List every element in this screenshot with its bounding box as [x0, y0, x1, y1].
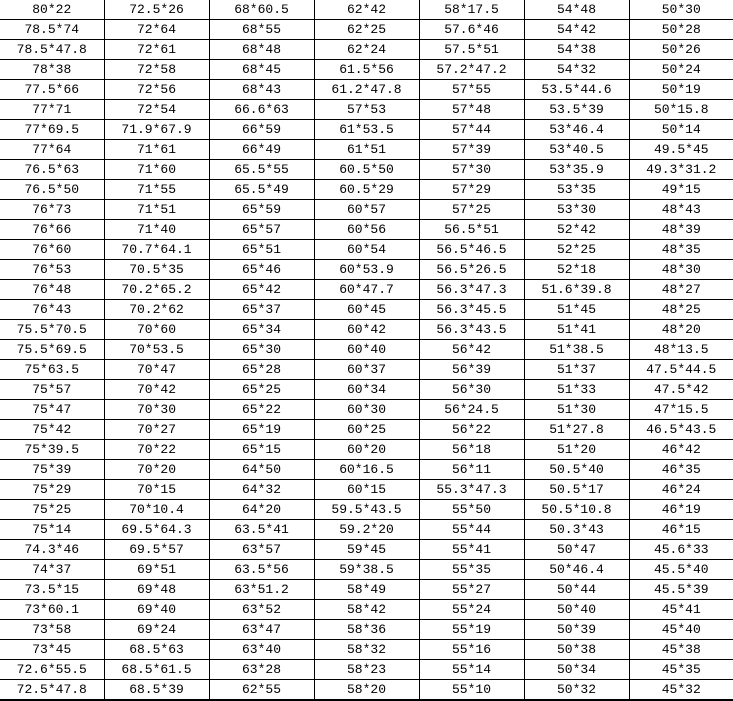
table-cell: 55*35: [419, 560, 524, 580]
table-cell: 74*37: [0, 560, 104, 580]
table-cell: 72*58: [104, 60, 209, 80]
table-cell: 56.3*43.5: [419, 320, 524, 340]
table-cell: 70*27: [104, 420, 209, 440]
table-cell: 76.5*63: [0, 160, 104, 180]
table-cell: 57*48: [419, 100, 524, 120]
table-cell: 65*22: [209, 400, 314, 420]
table-cell: 66.6*63: [209, 100, 314, 120]
table-cell: 61*51: [314, 140, 419, 160]
table-cell: 66*49: [209, 140, 314, 160]
table-cell: 50*44: [524, 580, 629, 600]
table-cell: 46*42: [629, 440, 733, 460]
table-cell: 78*38: [0, 60, 104, 80]
table-cell: 65*19: [209, 420, 314, 440]
table-row: [0, 540, 733, 560]
table-cell: 69*24: [104, 620, 209, 640]
table-row: [0, 440, 733, 460]
table-cell: 60*20: [314, 440, 419, 460]
table-cell: 59.2*20: [314, 520, 419, 540]
table-cell: 75*47: [0, 400, 104, 420]
table-cell: 50*15.8: [629, 100, 733, 120]
table-cell: 60*30: [314, 400, 419, 420]
table-cell: 45.5*39: [629, 580, 733, 600]
table-cell: 70*15: [104, 480, 209, 500]
table-cell: 78.5*47.8: [0, 40, 104, 60]
table-row: [0, 360, 733, 380]
table-cell: 64*20: [209, 500, 314, 520]
table-cell: 57.5*51: [419, 40, 524, 60]
table-cell: 54*32: [524, 60, 629, 80]
table-cell: 51.6*39.8: [524, 280, 629, 300]
table-cell: 59*45: [314, 540, 419, 560]
table-cell: 72*54: [104, 100, 209, 120]
table-cell: 62*25: [314, 20, 419, 40]
table-cell: 60*47.7: [314, 280, 419, 300]
table-cell: 54*38: [524, 40, 629, 60]
table-cell: 63.5*56: [209, 560, 314, 580]
table-cell: 56.5*51: [419, 220, 524, 240]
table-cell: 57*39: [419, 140, 524, 160]
table-cell: 50*40: [524, 600, 629, 620]
table-cell: 52*25: [524, 240, 629, 260]
table-cell: 50*19: [629, 80, 733, 100]
table-cell: 45.6*33: [629, 540, 733, 560]
table-cell: 65*57: [209, 220, 314, 240]
table-cell: 68*43: [209, 80, 314, 100]
table-cell: 71*51: [104, 200, 209, 220]
table-row: [0, 340, 733, 360]
table-row: [0, 380, 733, 400]
table-cell: 65*46: [209, 260, 314, 280]
table-cell: 51*27.8: [524, 420, 629, 440]
table-cell: 53.5*39: [524, 100, 629, 120]
table-row: [0, 220, 733, 240]
table-row: [0, 600, 733, 620]
table-cell: 70*20: [104, 460, 209, 480]
table-cell: 53*30: [524, 200, 629, 220]
table-row: [0, 420, 733, 440]
table-cell: 53*46.4: [524, 120, 629, 140]
table-cell: 60*16.5: [314, 460, 419, 480]
table-cell: 76*48: [0, 280, 104, 300]
table-cell: 57*25: [419, 200, 524, 220]
table-cell: 49.5*45: [629, 140, 733, 160]
table-cell: 51*38.5: [524, 340, 629, 360]
table-cell: 60*53.9: [314, 260, 419, 280]
table-cell: 77*69.5: [0, 120, 104, 140]
table-cell: 56*11: [419, 460, 524, 480]
table-cell: 72.5*26: [104, 0, 209, 20]
table-cell: 72*61: [104, 40, 209, 60]
table-cell: 69*40: [104, 600, 209, 620]
table-cell: 65*37: [209, 300, 314, 320]
table-cell: 76*53: [0, 260, 104, 280]
table-cell: 71*40: [104, 220, 209, 240]
table-cell: 68*45: [209, 60, 314, 80]
table-cell: 70*42: [104, 380, 209, 400]
table-cell: 46*35: [629, 460, 733, 480]
table-cell: 60*15: [314, 480, 419, 500]
table-cell: 68.5*61.5: [104, 660, 209, 680]
table-cell: 50*38: [524, 640, 629, 660]
table-cell: 54*42: [524, 20, 629, 40]
table-cell: 50.5*40: [524, 460, 629, 480]
table-row: [0, 300, 733, 320]
table-cell: 72*56: [104, 80, 209, 100]
table-cell: 45*35: [629, 660, 733, 680]
table-cell: 56.5*26.5: [419, 260, 524, 280]
table-cell: 60*54: [314, 240, 419, 260]
table-cell: 70.2*65.2: [104, 280, 209, 300]
table-cell: 72.6*55.5: [0, 660, 104, 680]
table-cell: 55*19: [419, 620, 524, 640]
table-cell: 53*35: [524, 180, 629, 200]
table-cell: 59.5*43.5: [314, 500, 419, 520]
table-cell: 48*43: [629, 200, 733, 220]
table-cell: 48*13.5: [629, 340, 733, 360]
table-cell: 70*53.5: [104, 340, 209, 360]
table-cell: 47.5*42: [629, 380, 733, 400]
table-cell: 60*34: [314, 380, 419, 400]
table-cell: 48*20: [629, 320, 733, 340]
table-cell: 63*57: [209, 540, 314, 560]
table-cell: 53*35.9: [524, 160, 629, 180]
table-cell: 58*20: [314, 680, 419, 701]
table-cell: 72.5*47.8: [0, 680, 104, 701]
table-cell: 59*38.5: [314, 560, 419, 580]
table-cell: 54*48: [524, 0, 629, 20]
table-cell: 75*25: [0, 500, 104, 520]
table-cell: 73*58: [0, 620, 104, 640]
table-cell: 56*42: [419, 340, 524, 360]
table-row: [0, 120, 733, 140]
table-cell: 48*30: [629, 260, 733, 280]
table-cell: 55*24: [419, 600, 524, 620]
table-cell: 62*42: [314, 0, 419, 20]
table-cell: 70*60: [104, 320, 209, 340]
table-cell: 48*27: [629, 280, 733, 300]
table-cell: 57.2*47.2: [419, 60, 524, 80]
table-cell: 53.5*44.6: [524, 80, 629, 100]
table-cell: 65*42: [209, 280, 314, 300]
table-cell: 60.5*50: [314, 160, 419, 180]
table-cell: 70*47: [104, 360, 209, 380]
table-cell: 64*50: [209, 460, 314, 480]
table-cell: 50*14: [629, 120, 733, 140]
table-cell: 71.9*67.9: [104, 120, 209, 140]
table-cell: 69.5*57: [104, 540, 209, 560]
table-cell: 56*24.5: [419, 400, 524, 420]
table-cell: 61*53.5: [314, 120, 419, 140]
table-cell: 58*23: [314, 660, 419, 680]
table-cell: 68*55: [209, 20, 314, 40]
table-cell: 70*10.4: [104, 500, 209, 520]
table-cell: 76.5*50: [0, 180, 104, 200]
table-cell: 77.5*66: [0, 80, 104, 100]
table-cell: 58*32: [314, 640, 419, 660]
table-cell: 75*63.5: [0, 360, 104, 380]
table-cell: 56*30: [419, 380, 524, 400]
table-cell: 63*40: [209, 640, 314, 660]
table-cell: 75*39.5: [0, 440, 104, 460]
table-cell: 45*38: [629, 640, 733, 660]
table-cell: 50*32: [524, 680, 629, 701]
table-cell: 58*42: [314, 600, 419, 620]
table-cell: 47*15.5: [629, 400, 733, 420]
table-cell: 55*44: [419, 520, 524, 540]
table-cell: 51*41: [524, 320, 629, 340]
table-cell: 45.5*40: [629, 560, 733, 580]
table-cell: 52*42: [524, 220, 629, 240]
table-row: [0, 160, 733, 180]
table-cell: 55*10: [419, 680, 524, 701]
table-cell: 74.3*46: [0, 540, 104, 560]
table-cell: 56.5*46.5: [419, 240, 524, 260]
table-row: [0, 460, 733, 480]
table-cell: 57*55: [419, 80, 524, 100]
table-cell: 68.5*63: [104, 640, 209, 660]
table-cell: 60*37: [314, 360, 419, 380]
table-row: [0, 0, 733, 20]
table-cell: 70.2*62: [104, 300, 209, 320]
table-row: [0, 500, 733, 520]
table-cell: 65*51: [209, 240, 314, 260]
table-cell: 52*18: [524, 260, 629, 280]
table-cell: 48*35: [629, 240, 733, 260]
table-cell: 63.5*41: [209, 520, 314, 540]
table-cell: 55*41: [419, 540, 524, 560]
table-row: [0, 20, 733, 40]
table-cell: 65*28: [209, 360, 314, 380]
table-row: [0, 140, 733, 160]
table-cell: 75*39: [0, 460, 104, 480]
table-cell: 76*43: [0, 300, 104, 320]
table-cell: 50*26: [629, 40, 733, 60]
table-cell: 60*57: [314, 200, 419, 220]
table-cell: 51*37: [524, 360, 629, 380]
table-cell: 55*27: [419, 580, 524, 600]
table-cell: 50*47: [524, 540, 629, 560]
table-cell: 50*24: [629, 60, 733, 80]
table-cell: 65*30: [209, 340, 314, 360]
table-cell: 56.3*45.5: [419, 300, 524, 320]
table-cell: 76*73: [0, 200, 104, 220]
table-cell: 48*25: [629, 300, 733, 320]
table-cell: 65.5*55: [209, 160, 314, 180]
table-cell: 50*34: [524, 660, 629, 680]
table-cell: 73*45: [0, 640, 104, 660]
table-cell: 55*14: [419, 660, 524, 680]
table-cell: 60*45: [314, 300, 419, 320]
table-cell: 77*64: [0, 140, 104, 160]
table-cell: 50*28: [629, 20, 733, 40]
table-cell: 70.7*64.1: [104, 240, 209, 260]
table-row: [0, 560, 733, 580]
table-cell: 58*17.5: [419, 0, 524, 20]
table-cell: 46*19: [629, 500, 733, 520]
table-cell: 58*49: [314, 580, 419, 600]
table-cell: 58*36: [314, 620, 419, 640]
table-cell: 45*32: [629, 680, 733, 701]
table-row: [0, 480, 733, 500]
table-cell: 50*30: [629, 0, 733, 20]
table-row: [0, 640, 733, 660]
table-cell: 55*50: [419, 500, 524, 520]
table-cell: 50*39: [524, 620, 629, 640]
table-cell: 68.5*39: [104, 680, 209, 701]
table-cell: 63*47: [209, 620, 314, 640]
table-cell: 51*33: [524, 380, 629, 400]
table-cell: 56*22: [419, 420, 524, 440]
table-cell: 69.5*64.3: [104, 520, 209, 540]
table-cell: 53*40.5: [524, 140, 629, 160]
table-cell: 57*53: [314, 100, 419, 120]
table-cell: 55*16: [419, 640, 524, 660]
table-cell: 75*29: [0, 480, 104, 500]
table-cell: 46*15: [629, 520, 733, 540]
table-cell: 45*41: [629, 600, 733, 620]
table-cell: 65*25: [209, 380, 314, 400]
table-cell: 51*45: [524, 300, 629, 320]
table-cell: 64*32: [209, 480, 314, 500]
table-cell: 75.5*70.5: [0, 320, 104, 340]
table-cell: 62*55: [209, 680, 314, 701]
table-cell: 49*15: [629, 180, 733, 200]
table-cell: 63*51.2: [209, 580, 314, 600]
table-cell: 63*28: [209, 660, 314, 680]
table-cell: 60*56: [314, 220, 419, 240]
table-cell: 78.5*74: [0, 20, 104, 40]
table-row: [0, 180, 733, 200]
table-cell: 71*60: [104, 160, 209, 180]
table-row: [0, 80, 733, 100]
table-cell: 55.3*47.3: [419, 480, 524, 500]
table-row: [0, 240, 733, 260]
table-cell: 71*55: [104, 180, 209, 200]
table-cell: 60*25: [314, 420, 419, 440]
table-cell: 63*52: [209, 600, 314, 620]
table-cell: 68*60.5: [209, 0, 314, 20]
table-cell: 75.5*69.5: [0, 340, 104, 360]
table-cell: 71*61: [104, 140, 209, 160]
table-row: [0, 620, 733, 640]
table-cell: 56*39: [419, 360, 524, 380]
table-row: [0, 680, 733, 701]
table-cell: 73.5*15: [0, 580, 104, 600]
table-cell: 45*40: [629, 620, 733, 640]
table-cell: 50.5*17: [524, 480, 629, 500]
table-cell: 75*14: [0, 520, 104, 540]
table-cell: 49.3*31.2: [629, 160, 733, 180]
table-cell: 70.5*35: [104, 260, 209, 280]
table-cell: 65.5*49: [209, 180, 314, 200]
table-cell: 51*30: [524, 400, 629, 420]
table-row: [0, 40, 733, 60]
table-cell: 61.5*56: [314, 60, 419, 80]
table-cell: 60*40: [314, 340, 419, 360]
table-cell: 76*66: [0, 220, 104, 240]
table-cell: 65*15: [209, 440, 314, 460]
table-row: [0, 660, 733, 680]
table-cell: 46*24: [629, 480, 733, 500]
table-cell: 51*20: [524, 440, 629, 460]
table-cell: 70*30: [104, 400, 209, 420]
table-cell: 76*60: [0, 240, 104, 260]
table-cell: 66*59: [209, 120, 314, 140]
table-row: [0, 320, 733, 340]
table-row: [0, 100, 733, 120]
table-cell: 50*46.4: [524, 560, 629, 580]
table-cell: 69*51: [104, 560, 209, 580]
table-cell: 47.5*44.5: [629, 360, 733, 380]
table-cell: 57*29: [419, 180, 524, 200]
table-cell: 60.5*29: [314, 180, 419, 200]
table-cell: 57*44: [419, 120, 524, 140]
table-cell: 73*60.1: [0, 600, 104, 620]
table-cell: 48*39: [629, 220, 733, 240]
table-cell: 50.5*10.8: [524, 500, 629, 520]
table-row: [0, 200, 733, 220]
table-cell: 65*59: [209, 200, 314, 220]
table-cell: 56*18: [419, 440, 524, 460]
table-cell: 80*22: [0, 0, 104, 20]
table-cell: 62*24: [314, 40, 419, 60]
table-row: [0, 60, 733, 80]
table-row: [0, 580, 733, 600]
table-cell: 75*42: [0, 420, 104, 440]
table-cell: 56.3*47.3: [419, 280, 524, 300]
table-cell: 68*48: [209, 40, 314, 60]
table-cell: 77*71: [0, 100, 104, 120]
table-cell: 57*30: [419, 160, 524, 180]
table-cell: 60*42: [314, 320, 419, 340]
table-row: [0, 520, 733, 540]
table-row: [0, 400, 733, 420]
table-cell: 65*34: [209, 320, 314, 340]
table-row: [0, 260, 733, 280]
table-cell: 69*48: [104, 580, 209, 600]
table-cell: 70*22: [104, 440, 209, 460]
table-cell: 50.3*43: [524, 520, 629, 540]
table-cell: 75*57: [0, 380, 104, 400]
table-cell: 72*64: [104, 20, 209, 40]
table-cell: 46.5*43.5: [629, 420, 733, 440]
table-cell: 61.2*47.8: [314, 80, 419, 100]
table-cell: 57.6*46: [419, 20, 524, 40]
table-row: [0, 280, 733, 300]
